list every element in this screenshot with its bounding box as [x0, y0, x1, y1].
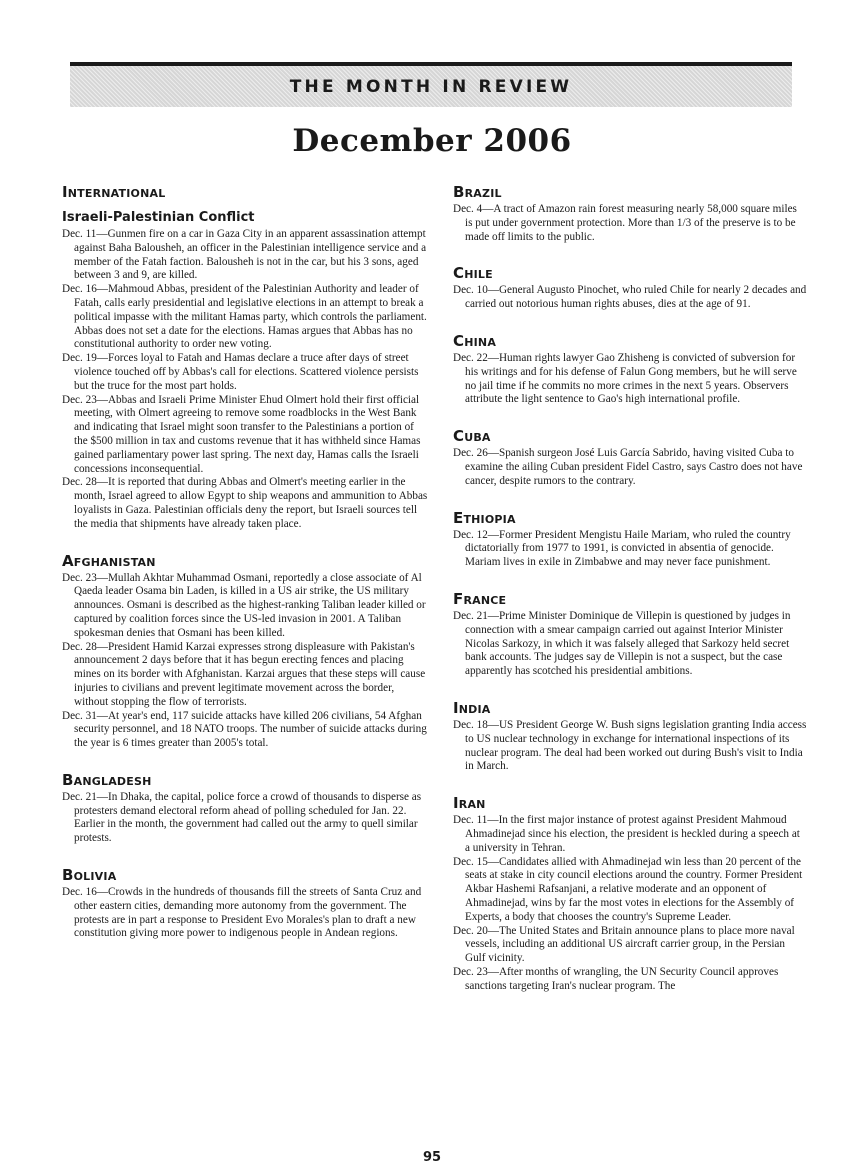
- entry: Dec. 15—Candidates allied with Ahmadinejad win less than 20 percent of the seats at stake in city council elections around the country. Former President Akbar Hashemi Rafsanjani, a relative moderate and an opponent of Ahmadinejad, wins by far the most votes in elections for the Assembly of Experts, a body that chooses the country's Supreme Leader.: [453, 855, 803, 923]
- entry: Dec. 20—The United States and Britain announce plans to place more naval vessels, including an additional US aircraft carrier group, in the Persian Gulf vicinity.: [453, 924, 795, 965]
- section-france: [453, 590, 807, 679]
- right-column: [453, 183, 807, 1013]
- section-international: [62, 183, 430, 532]
- section-heading: Iran: [453, 794, 486, 813]
- section-brazil: [453, 183, 807, 244]
- entry: Dec. 26—Spanish surgeon José Luis García Sabrido, having visited Cuba to examine the ailing Cuban president Fidel Castro, says Castro does not have cancer, despite rumors to the contrary.: [453, 447, 803, 487]
- section-chile: [453, 264, 807, 312]
- section-heading: Bangladesh: [62, 770, 152, 789]
- banner-title: THE MONTH IN REVIEW: [289, 76, 573, 97]
- section-heading: Chile: [453, 264, 493, 283]
- entry: Dec. 4—A tract of Amazon rain forest measuring nearly 58,000 square miles is put under government protection. More than 1/3 of the preserve is to be made off limits to the public.: [453, 203, 797, 243]
- entry: Dec. 22—Human rights lawyer Gao Zhisheng is convicted of subversion for his writings and for his defense of Falun Gong members, but he will serve no jail time if he commits no more crimes in the next 5 years. Observers attribute the light sentence to Gao's high international profile.: [453, 351, 797, 406]
- section-china: [453, 332, 807, 407]
- entry: Dec. 12—Former President Mengistu Haile Mariam, who ruled the country dictatorially from 1977 to 1991, is convicted in absentia of genocide. Mariam lives in exile in Zimbabwe and may never face punishment.: [453, 528, 791, 569]
- section-heading: Ethiopia: [453, 508, 516, 527]
- section-heading: India: [453, 698, 491, 717]
- section-afghanistan: [62, 552, 430, 751]
- section-heading: Bolivia: [62, 866, 117, 885]
- section-heading: Afghanistan: [62, 551, 156, 570]
- entry: Dec. 28—President Hamid Karzai expresses strong displeasure with Pakistan's announcement 2 days before that it has begun erecting fences and placing mines on its border with Afghanistan. Karzai argues that these steps will cause injuries to civilians and prevent legitimate movement across the border, without stopping the flow of terrorists.: [62, 640, 426, 708]
- section-cuba: [453, 427, 807, 488]
- left-column: [62, 183, 430, 961]
- entry: Dec. 23—Mullah Akhtar Muhammad Osmani, reportedly a close associate of Al Qaeda leader Osama bin Laden, is killed in a US air strike, the US military announces. Osmani is described as the highest-ranking Taliban leader killed or captured by coalition forces since the US-led invasion in 2001. A Taliban spokesman denies that Osmani has been killed.: [62, 571, 426, 639]
- entry: Dec. 11—In the first major instance of protest against President Mahmoud Ahmadinejad since his election, the president is heckled during a speech at a university in Tehran.: [453, 814, 800, 854]
- entry: Dec. 21—In Dhaka, the capital, police force a crowd of thousands to disperse as protesters demand electoral reform ahead of polling scheduled for Jan. 22. Earlier in the month, the government had called out the army to quell similar protests.: [62, 790, 422, 845]
- section-ethiopia: [453, 509, 807, 570]
- entry: Dec. 19—Forces loyal to Fatah and Hamas declare a truce after days of street violence touched off by Abbas's call for elections. Scattered violence persists but the truce for the most part holds.: [62, 352, 419, 392]
- section-heading: Cuba: [453, 427, 491, 446]
- section-india: [453, 699, 807, 774]
- section-heading: China: [453, 331, 497, 350]
- entry: Dec. 16—Mahmoud Abbas, president of the Palestinian Authority and leader of Fatah, calls early presidential and legislative elections in an attempt to break a political impasse with the militant Hamas party, which controls the parliament. Abbas does not set a date for the elections. Hamas argues that Abbas has no constitutional authority to order new voting.: [62, 283, 427, 351]
- section-heading: International: [62, 183, 166, 201]
- section-bangladesh: [62, 771, 430, 846]
- subsection-heading: Israeli-Palestinian Conflict: [62, 210, 255, 225]
- section-bolivia: [62, 866, 430, 941]
- page-number: 95: [422, 1150, 442, 1165]
- page-title: December 2006: [292, 123, 572, 159]
- entry: Dec. 18—US President George W. Bush signs legislation granting India access to US nuclear technology in exchange for international inspections of its nuclear program. The deal had been worked out during Bush's visit to India in March.: [453, 718, 807, 773]
- section-iran: [453, 794, 807, 993]
- entry: Dec. 23—After months of wrangling, the UN Security Council approves sanctions targeting Iran's nuclear program. The: [453, 965, 779, 992]
- section-heading: Brazil: [453, 183, 502, 201]
- entry: Dec. 31—At year's end, 117 suicide attacks have killed 206 civilians, 54 Afghan security personnel, and 18 NATO troops. The number of suicide attacks during the year is 6 times greater than 2005's total.: [62, 709, 427, 750]
- banner: [70, 62, 792, 107]
- section-heading: France: [453, 589, 507, 608]
- entry: Dec. 16—Crowds in the hundreds of thousands fill the streets of Santa Cruz and other eastern cities, demanding more autonomy from the government. The protests are in part a response to President Evo Morales's plan to draft a new constitution giving more power to indigenous people in Andean regions.: [62, 886, 422, 940]
- entry: Dec. 23—Abbas and Israeli Prime Minister Ehud Olmert hold their first official meeting, with Olmert agreeing to remove some roadblocks in the West Bank and indicating that Israel might soon transfer to the Palestinians a portion of the $500 million in tax and customs revenue that it has withheld since Hamas gained parliamentary power last spring. The next day, Hamas calls the Israeli concessions inconsequential.: [62, 393, 421, 475]
- entry: Dec. 11—Gunmen fire on a car in Gaza City in an apparent assassination attempt against Baha Balousheh, an officer in the Palestinian intelligence service and a member of the Fatah faction. Balousheh is not in the car, but his 3 sons, aged between 3 and 9, are killed.: [62, 228, 427, 282]
- entry: Dec. 21—Prime Minister Dominique de Villepin is questioned by judges in connection with a smear campaign carried out against Interior Minister Nicolas Sarkozy, in which it was falsely alleged that Sarkozy held secret bank accounts. The judges say de Villepin is not a suspect, but the case apparently has scotched his presidential ambitions.: [453, 609, 791, 678]
- entry: Dec. 28—It is reported that during Abbas and Olmert's meeting earlier in the month, Israel agreed to allow Egypt to ship weapons and ammunition to Abbas loyalists in Gaza. Palestinian officials deny the report, but Israeli sources tell the media that shipments have already taken place.: [62, 476, 428, 530]
- entry: Dec. 10—General Augusto Pinochet, who ruled Chile for nearly 2 decades and carried out notorious human rights abuses, dies at the age of 91.: [453, 284, 807, 311]
